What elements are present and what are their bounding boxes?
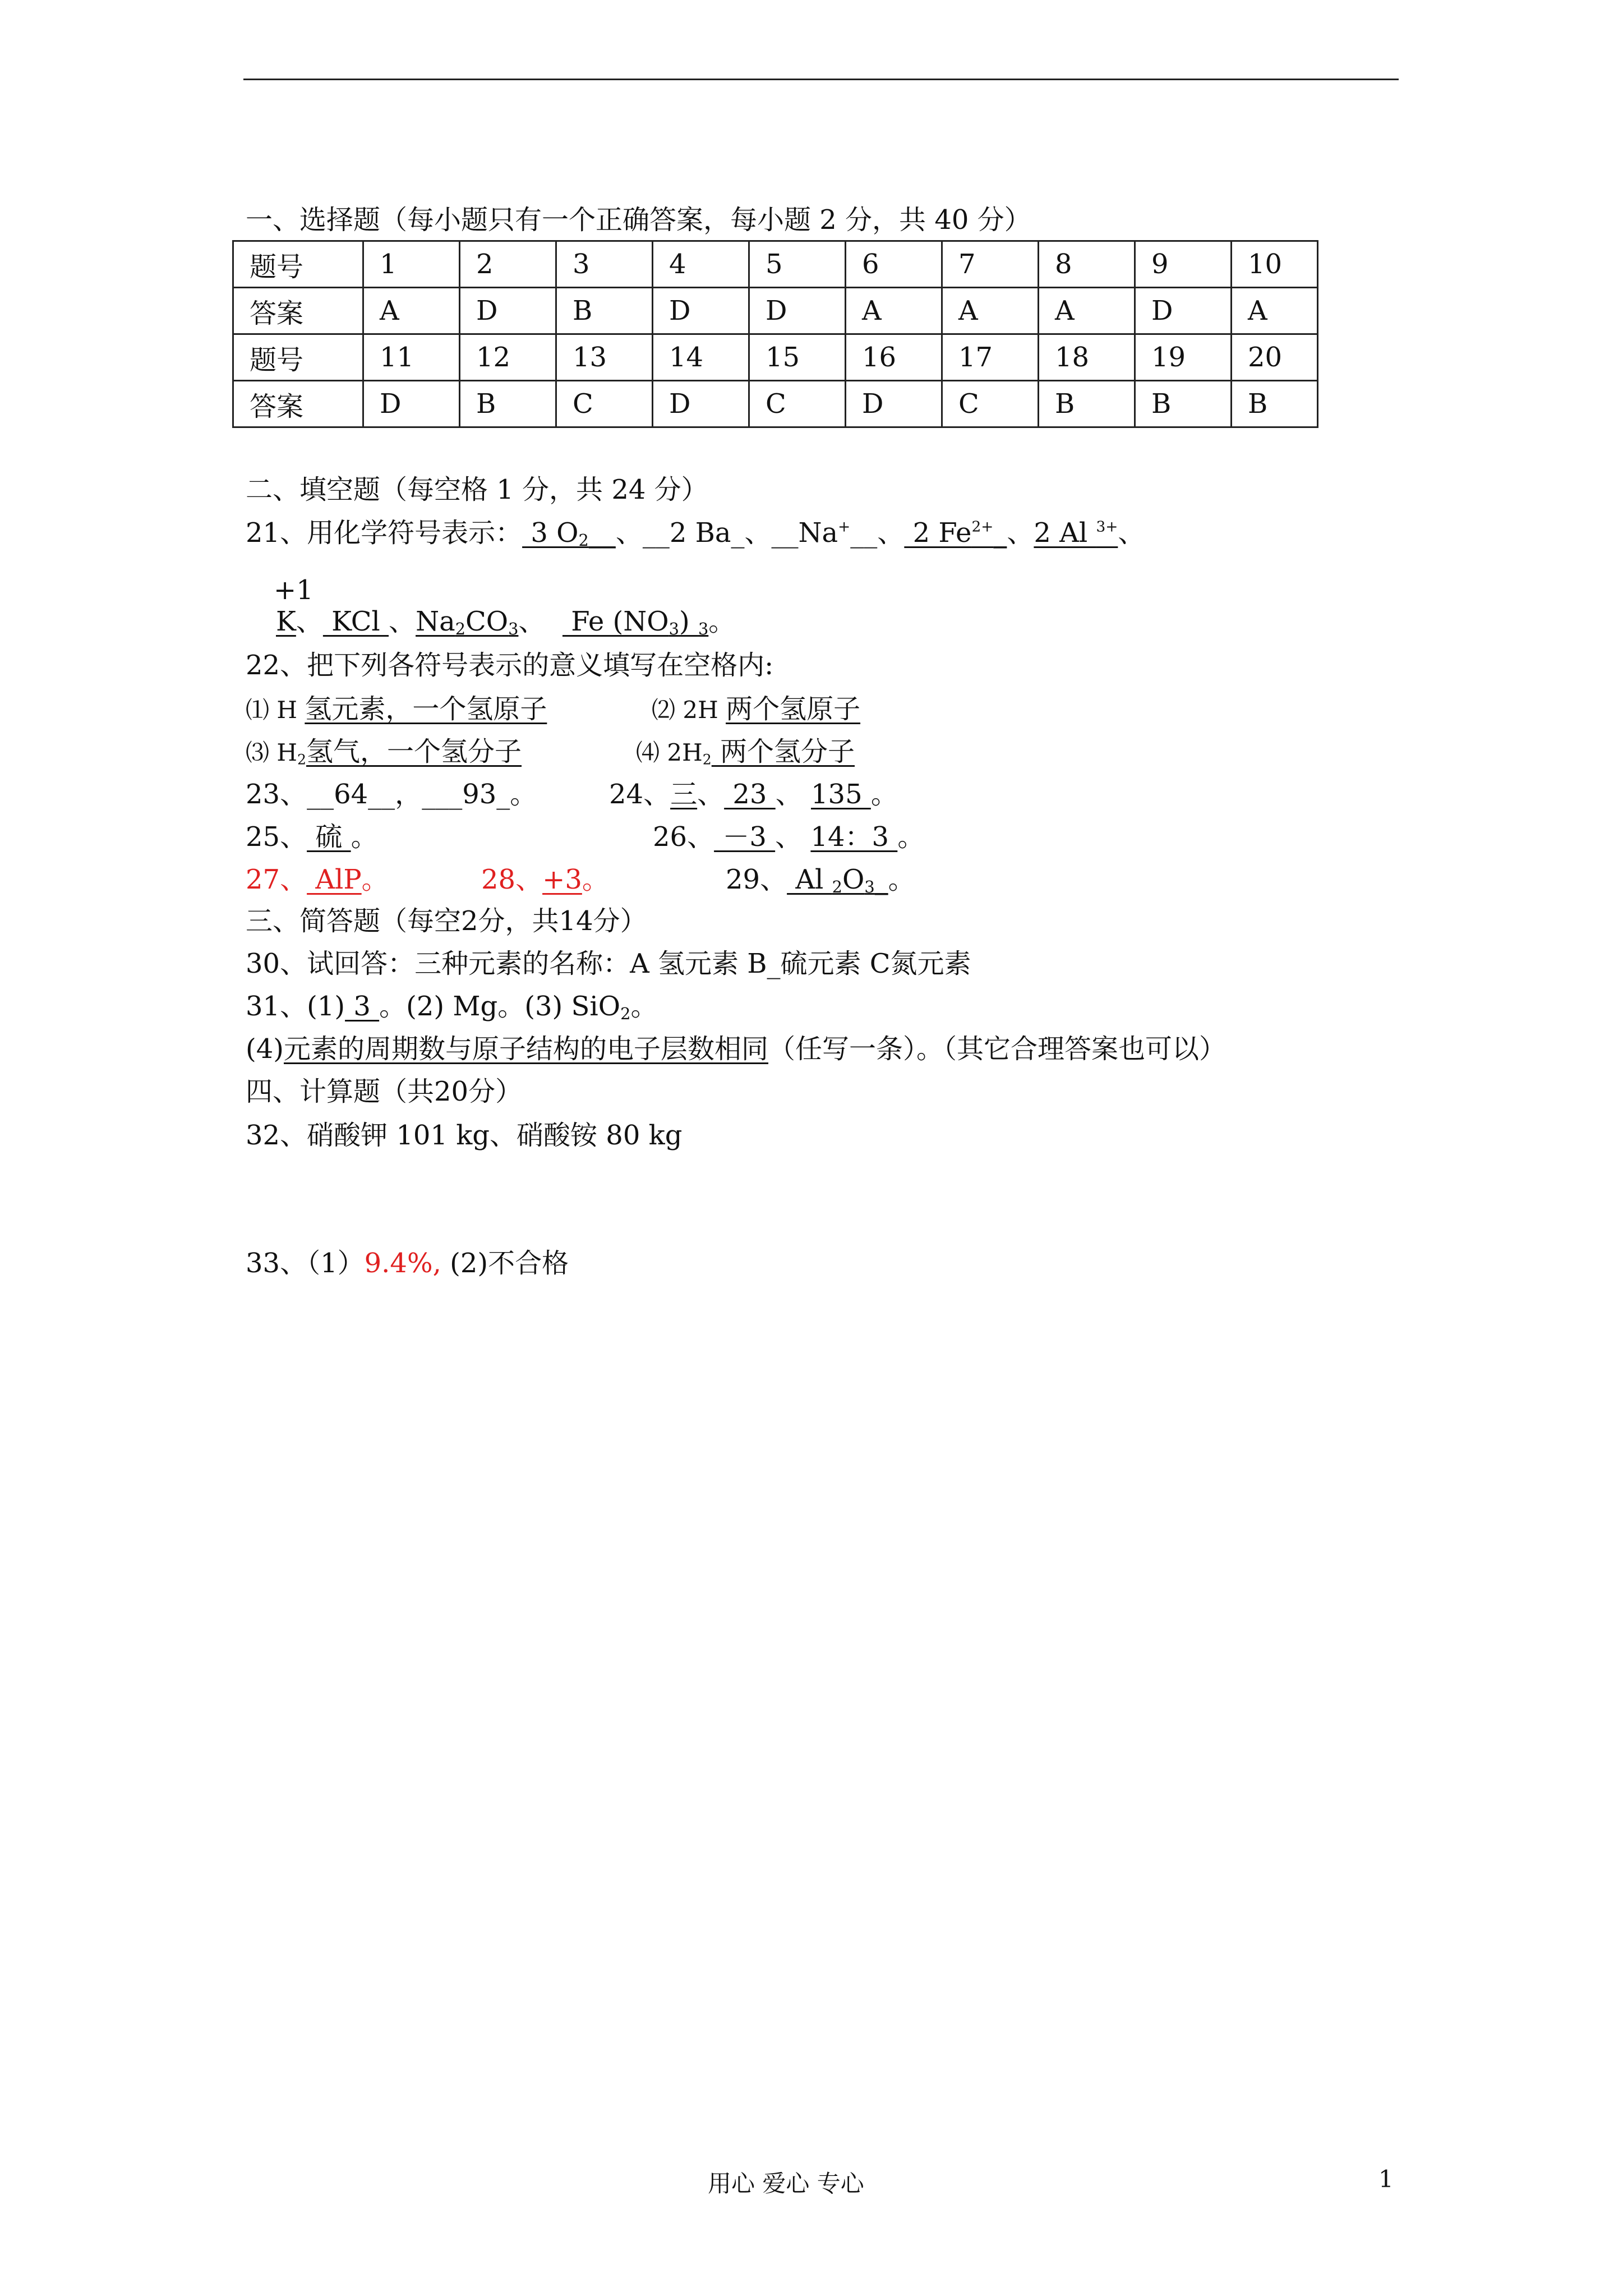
q27: 27、 AlP。 [246, 864, 389, 895]
q24-answer-3: 135 [810, 779, 871, 810]
q21-sep: 、 [877, 517, 905, 549]
answer-table-body [233, 241, 1318, 427]
section-1-heading: 一、选择题（每小题只有一个正确答案，每小题 2 分，共 40 分） [246, 204, 1031, 236]
q26-answer-2: 14：3 [810, 821, 898, 853]
q28: 28、+3。 [481, 864, 609, 895]
q21-sep: 、 [615, 517, 643, 549]
q25-answer: 硫 [307, 821, 351, 853]
table-cell: D [363, 381, 460, 427]
table-cell: 18 [1039, 334, 1135, 381]
table-cell: 17 [942, 334, 1039, 381]
section-4-heading: 四、计算题（共20分） [246, 1076, 523, 1107]
table-cell: B [1135, 381, 1232, 427]
table-cell: C [749, 381, 846, 427]
table-cell: 11 [363, 334, 460, 381]
table-cell: D [846, 381, 942, 427]
q21-answer-al: 2 Al $^{3+}$ [1034, 517, 1118, 549]
table-cell: B [1232, 381, 1318, 427]
table-cell: A [1039, 288, 1135, 334]
q21-answer-ba: __2 Ba_ [642, 517, 745, 549]
table-row-numbers [233, 241, 1318, 288]
q27-answer: AlP [307, 864, 362, 895]
q22-answer-2: 两个氢原子 [726, 693, 861, 725]
table-cell: D [653, 288, 749, 334]
q22-answer-3: 氢气，一个氢分子 [306, 736, 522, 767]
table-cell: 7 [942, 241, 1039, 288]
q24-answer-1: 三 [670, 779, 698, 810]
q22-item-1: ⑴ H 氢元素，一个氢原子 [246, 693, 547, 725]
table-cell: 6 [846, 241, 942, 288]
q33: 33、（1）9.4%, (2)不合格 [246, 1248, 569, 1279]
table-cell: B [460, 381, 556, 427]
q32: 32、硝酸钾 101 kg、硝酸铵 80 kg [246, 1120, 683, 1151]
table-cell: C [942, 381, 1039, 427]
table-cell: B [556, 288, 653, 334]
q31-answer-1: 3 [345, 991, 380, 1022]
q21-line1 [246, 516, 1145, 550]
table-cell: D [1135, 288, 1232, 334]
header-rule [243, 79, 1399, 80]
q21-answer-na: __Na+__ [771, 517, 878, 549]
q26: 26、 －3 、 14：3 。 [653, 821, 925, 853]
q21-valence-mark: +1 [274, 574, 313, 606]
q21-answer-fe-no3: Fe $(NO_3)$ $_3$ [562, 606, 709, 639]
q23: 23、__64__，___93_。 [246, 779, 537, 810]
table-cell: D [460, 288, 556, 334]
section-2-heading: 二、填空题（每空格 1 分，共 24 分） [246, 474, 708, 505]
table-cell: 8 [1039, 241, 1135, 288]
table-cell: 16 [846, 334, 942, 381]
table-cell: A [363, 288, 460, 334]
table-cell: 10 [1232, 241, 1318, 288]
q21-answer-kcl: KCl [322, 606, 389, 637]
q21-answer-k: K [276, 606, 296, 637]
q26-answer-1: －3 [714, 821, 776, 853]
table-cell: D [749, 288, 846, 334]
table-cell: 15 [749, 334, 846, 381]
table-row-answers [233, 288, 1318, 334]
q31-line2: (4)元素的周期数与原子结构的电子层数相同（任写一条）。（其它合理答案也可以） [246, 1033, 1227, 1065]
table-cell: 13 [556, 334, 653, 381]
q29-answer: Al $_2O_3\_$ [787, 864, 888, 897]
q33-answer-1: 9.4%, [364, 1248, 441, 1279]
q30: 30、试回答：三种元素的名称：A 氢元素 B_硫元素 C氮元素 [246, 948, 971, 979]
table-cell: B [1039, 381, 1135, 427]
q28-answer: +3 [542, 864, 582, 895]
table-row-header: 答案 [233, 381, 363, 427]
q23-answer-2: ___93_ [422, 779, 510, 810]
table-cell: 20 [1232, 334, 1318, 381]
q21-answer-na2co3: $Na_2CO_3$ [416, 606, 519, 639]
q21-answer-o2: 3 $O_2\_\_$ [522, 517, 616, 550]
q21-sep: 、 [1007, 517, 1034, 549]
q22-answer-4: 两个氢分子 [711, 736, 855, 767]
table-cell: 2 [460, 241, 556, 288]
q22-item-4: ⑷ $2H_2$ 两个氢分子 [636, 736, 855, 768]
table-cell: 4 [653, 241, 749, 288]
table-row-header: 题号 [233, 241, 363, 288]
table-cell: 1 [363, 241, 460, 288]
q23-answer-1: __64__ [307, 779, 395, 810]
q22-item-3: ⑶ $H_2$氢气，一个氢分子 [246, 736, 522, 768]
q21-sep: 、 [744, 517, 772, 549]
page-number: 1 [1378, 2165, 1394, 2193]
table-cell: A [1232, 288, 1318, 334]
table-cell: 5 [749, 241, 846, 288]
section-3-heading: 三、简答题（每空2分，共14分） [246, 905, 647, 937]
table-cell: A [846, 288, 942, 334]
table-cell: 3 [556, 241, 653, 288]
q21-end: 、 [1118, 517, 1145, 549]
q24-answer-2: 23 [724, 779, 776, 810]
table-cell: 12 [460, 334, 556, 381]
table-cell: D [653, 381, 749, 427]
q31-answer-4: 元素的周期数与原子结构的电子层数相同 [284, 1033, 769, 1065]
table-row-header: 答案 [233, 288, 363, 334]
q22-item-2: ⑵ 2H 两个氢原子 [652, 693, 861, 725]
table-cell: C [556, 381, 653, 427]
table-row-answers [233, 381, 1318, 427]
q24: 24、三、 23 、 135 。 [609, 779, 898, 810]
footer-slogan: 用心 爱心 专心 [708, 2170, 864, 2197]
q21-prefix: 21、用化学符号表示： [246, 517, 523, 549]
table-cell: 9 [1135, 241, 1232, 288]
q21-answer-fe: 2 $Fe^{2+}\_$ [904, 517, 1007, 549]
table-cell: A [942, 288, 1039, 334]
q22-answer-1: 氢元素，一个氢原子 [305, 693, 547, 725]
table-cell: 19 [1135, 334, 1232, 381]
q31-line1: 31、(1) 3 。(2) Mg。(3) SiO$_2$。 [246, 991, 658, 1024]
q22-title: 22、把下列各符号表示的意义填写在空格内: [246, 650, 774, 681]
q29: 29、 Al $_2O_3\_$。 [726, 864, 915, 897]
table-row-header: 题号 [233, 334, 363, 381]
table-row-numbers [233, 334, 1318, 381]
answer-table [232, 240, 1318, 428]
q21-line2: K、 KCl 、$Na_2CO_3$、 Fe $(NO_3)$ $_3$。 [276, 606, 736, 639]
q25: 25、 硫 。 [246, 821, 378, 853]
table-cell: 14 [653, 334, 749, 381]
